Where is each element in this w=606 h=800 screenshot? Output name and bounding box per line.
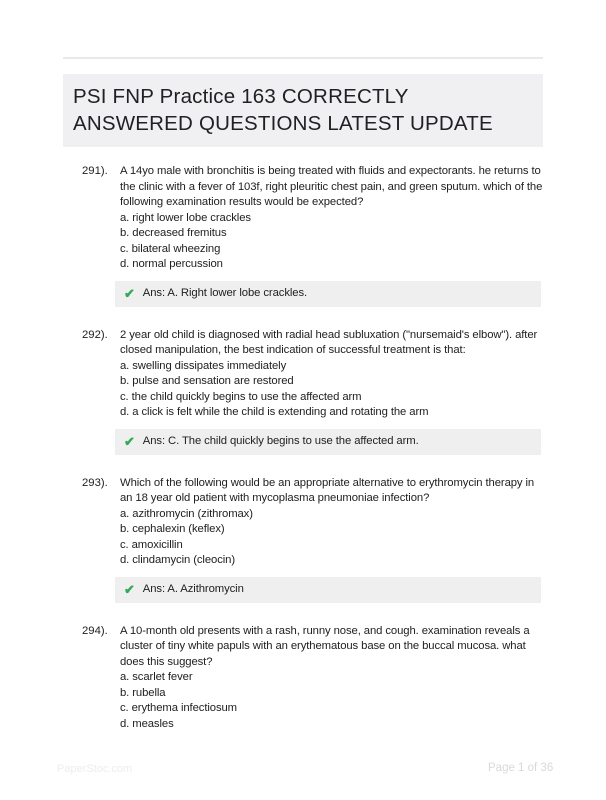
answer-text: Ans: A. Right lower lobe crackles. <box>142 286 308 299</box>
option-line: a. swelling dissipates immediately <box>120 359 287 372</box>
question-number: 294). <box>82 624 108 637</box>
option-line: b. cephalexin (keflex) <box>120 523 225 535</box>
question-text: A 14yo male with bronchitis is being treated with fluids and expectorants. he returns to the clinic with a fever of 103f, right pleuritic chest pain, and green sputum. which of the following examination results would be expected? <box>120 165 543 208</box>
question-block-292 <box>82 328 543 455</box>
question-text: Which of the following would be an appropriate alternative to erythromycin therapy in an 18 year old patient with mycoplasma pneumoniae infection? <box>120 476 535 504</box>
question-body <box>120 624 543 733</box>
page-top-divider <box>63 57 543 59</box>
question-block-293 <box>82 476 543 603</box>
option-line: d. normal percussion <box>120 258 223 270</box>
question-body <box>120 476 543 603</box>
option-line: c. bilateral wheezing <box>120 242 221 255</box>
option-line: a. right lower lobe crackles <box>120 211 251 224</box>
answer-text: Ans: A. Azithromycin <box>142 582 244 595</box>
check-icon: ✔ <box>124 286 135 301</box>
option-line: b. decreased fremitus <box>120 227 227 239</box>
option-line: c. erythema infectiosum <box>120 702 237 714</box>
footer-page-number: Page 1 of 36 <box>488 762 554 774</box>
question-block-291 <box>82 164 543 307</box>
question-number: 291). <box>82 165 108 177</box>
option-line: a. azithromycin (zithromax) <box>120 507 253 520</box>
option-line: b. pulse and sensation are restored <box>120 375 294 387</box>
title-box <box>63 74 543 147</box>
question-list <box>82 164 543 753</box>
question-number: 292). <box>82 328 108 341</box>
question-body <box>120 164 543 307</box>
option-line: d. measles <box>120 717 174 730</box>
check-icon: ✔ <box>124 434 135 449</box>
question-block-294 <box>82 624 543 733</box>
option-line: c. amoxicillin <box>120 538 183 551</box>
question-number: 293). <box>82 476 108 489</box>
question-body <box>120 328 543 455</box>
page-title: PSI FNP Practice 163 CORRECTLY ANSWERED QUESTIONS LATEST UPDATE <box>73 85 493 135</box>
answer-text: Ans: C. The child quickly begins to use the affected arm. <box>142 434 419 447</box>
check-icon: ✔ <box>124 582 135 597</box>
option-line: d. a click is felt while the child is extending and rotating the arm <box>120 406 429 418</box>
question-text: A 10-month old presents with a rash, runny nose, and cough. examination reveals a cluster of tiny white papuls with an erythematous base on the buccal mucosa. what does this suggest? <box>120 624 530 668</box>
answer-box <box>115 281 541 307</box>
answer-box <box>115 577 541 603</box>
option-line: d. clindamycin (cleocin) <box>120 554 236 566</box>
option-line: c. the child quickly begins to use the affected arm <box>120 390 362 403</box>
answer-box <box>115 429 541 455</box>
footer-watermark: PaperStoc.com <box>57 763 133 775</box>
option-line: b. rubella <box>120 686 166 699</box>
option-line: a. scarlet fever <box>120 671 193 683</box>
question-text: 2 year old child is diagnosed with radial head subluxation ("nursemaid's elbow"). after closed manipulation, the best indication of successful treatment is that: <box>120 328 538 356</box>
